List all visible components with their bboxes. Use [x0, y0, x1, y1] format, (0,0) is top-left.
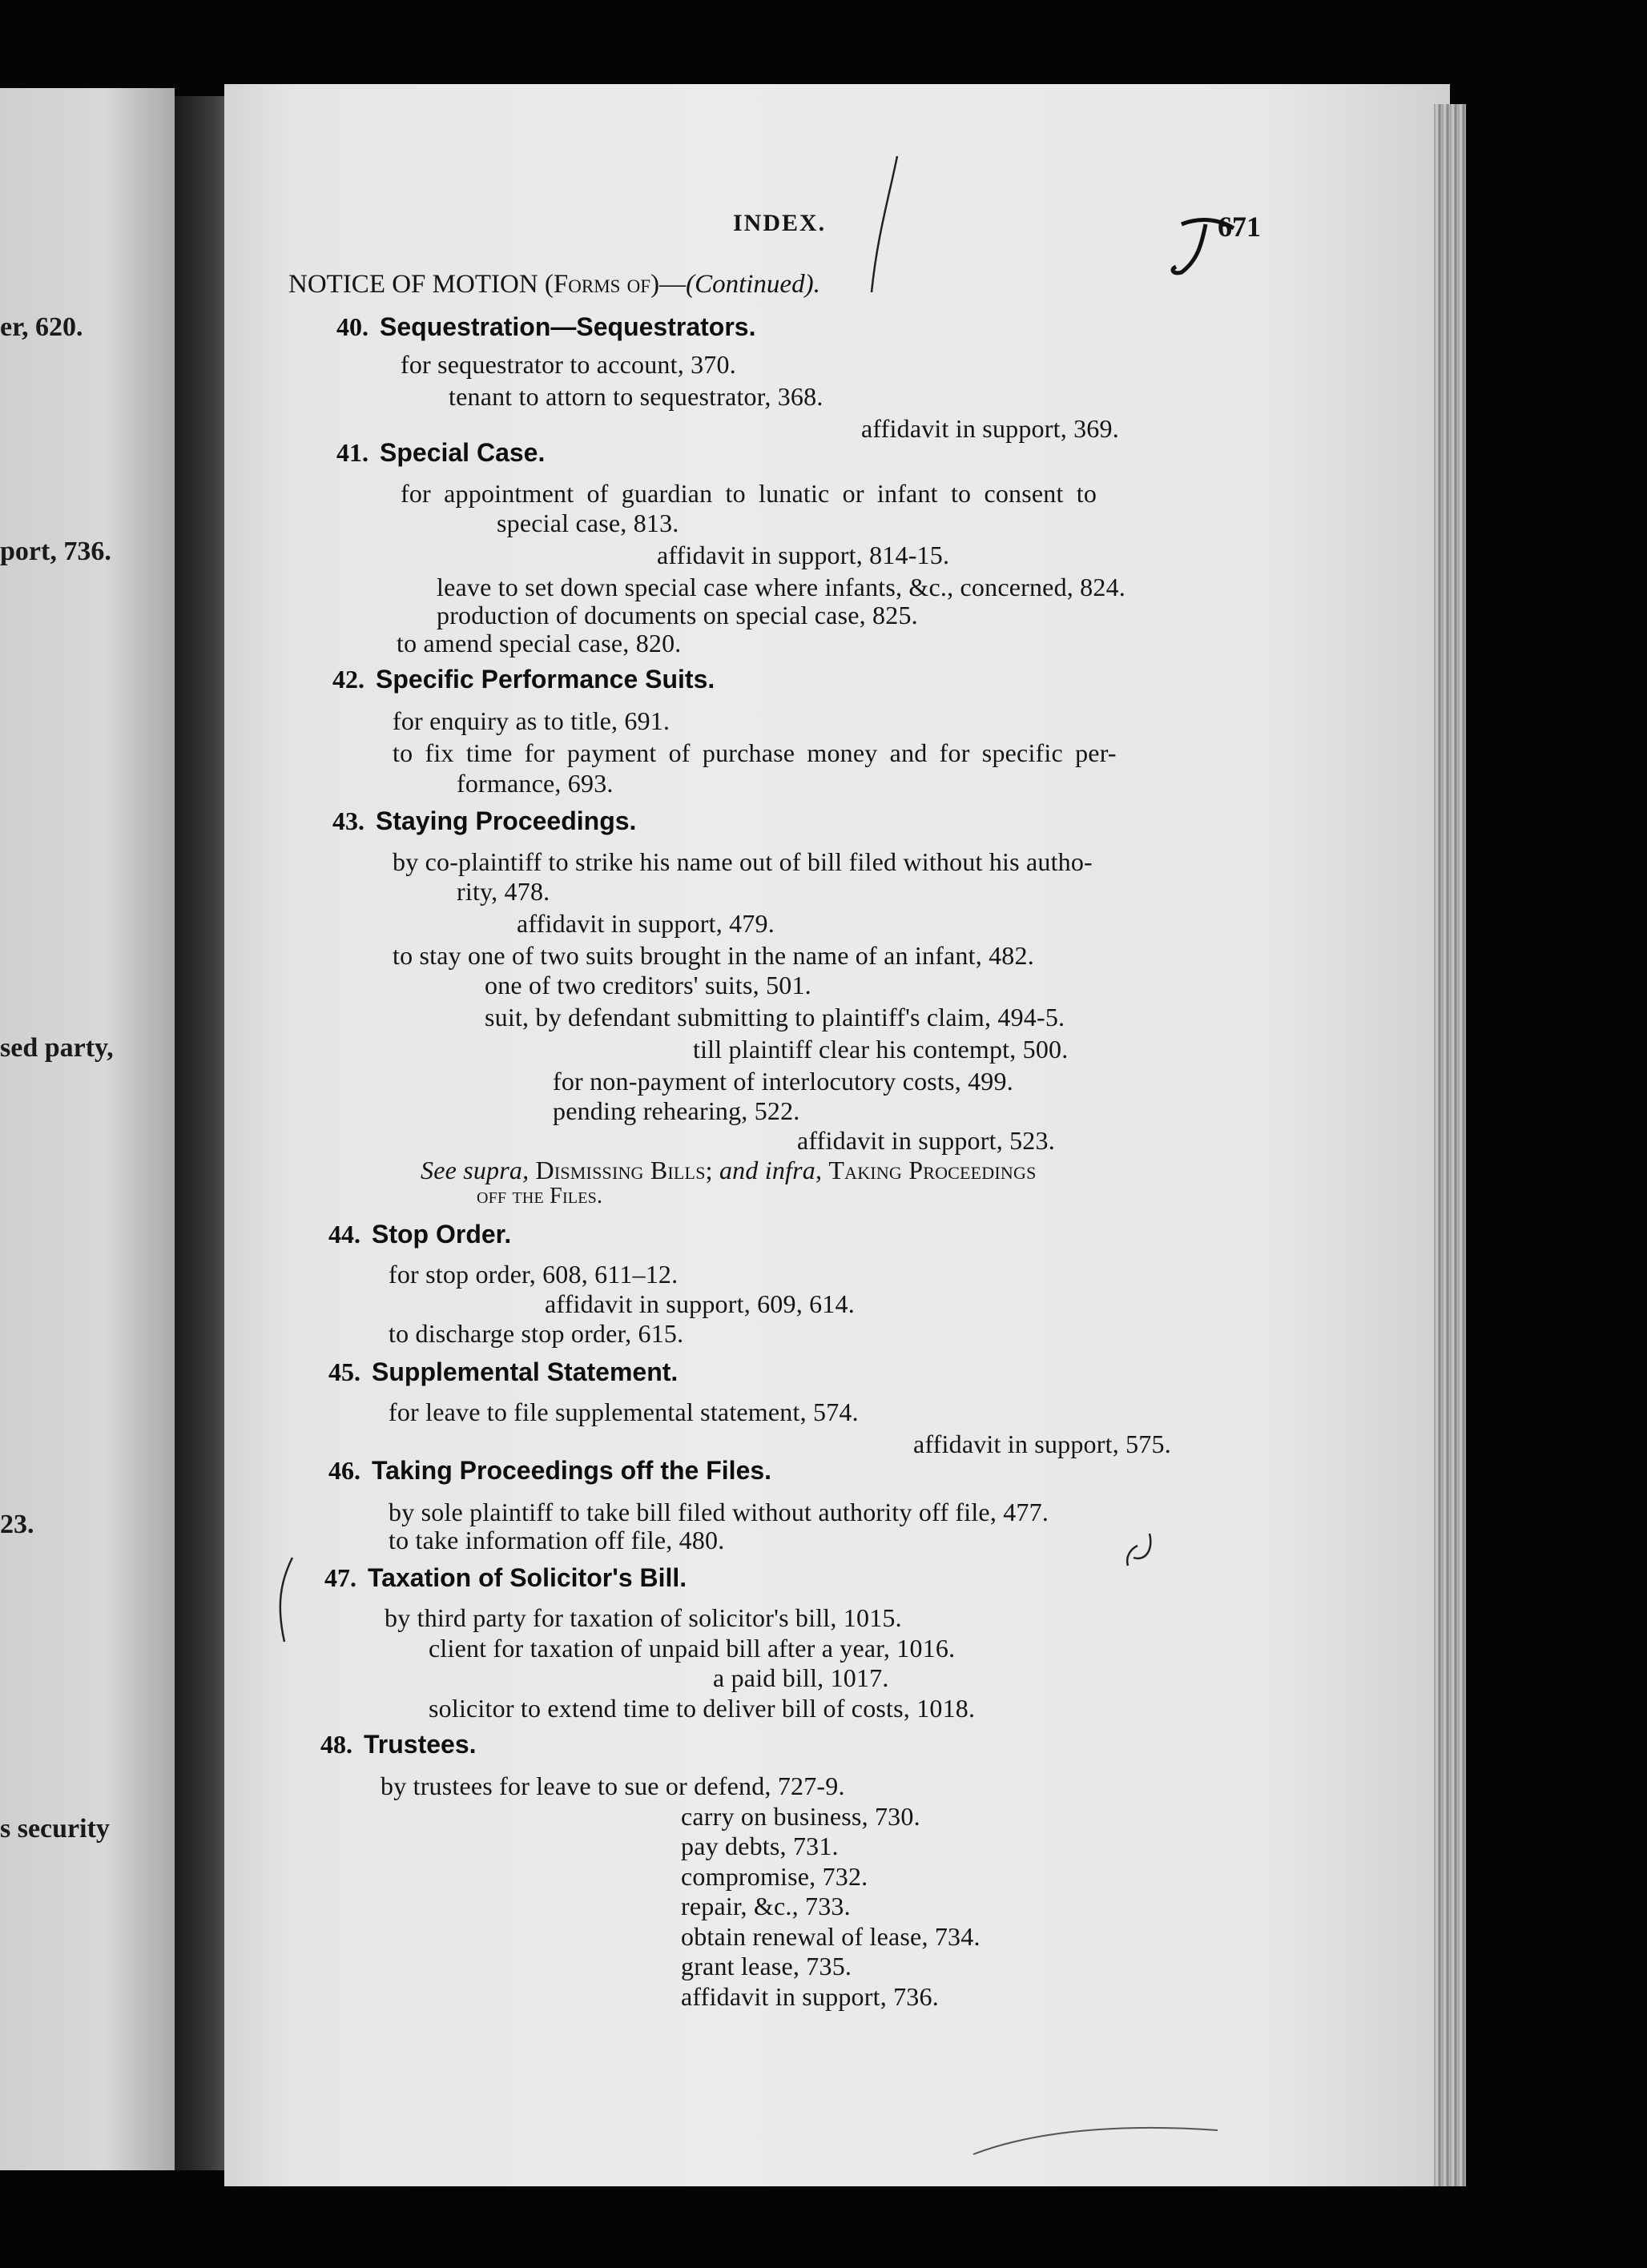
entry-line: for stop order, 608, 611–12. [389, 1260, 679, 1289]
see-supra: See supra, [421, 1156, 530, 1184]
section-title: Taxation of Solicitor's Bill. [368, 1563, 687, 1592]
entry-line: affidavit in support, 575. [913, 1430, 1171, 1458]
and-infra: and infra, [719, 1156, 823, 1184]
entry-line: leave to set down special case where infants, &c., concerned, 824. [437, 573, 1126, 601]
entry-line: one of two creditors' suits, 501. [485, 971, 811, 999]
section-number: 40. [336, 312, 368, 341]
section-number: 43. [332, 806, 364, 835]
ref-dismissing-bills: Dismissing Bills [535, 1156, 706, 1184]
running-head: INDEX. [733, 210, 827, 236]
entry-line: special case, 813. [497, 509, 679, 537]
section-title: Supplemental Statement. [372, 1357, 679, 1386]
entry-line: affidavit in support, 523. [797, 1126, 1055, 1155]
entry-line: for enquiry as to title, 691. [393, 706, 670, 735]
entry-line: a paid bill, 1017. [713, 1663, 889, 1692]
section-title: Trustees. [364, 1730, 477, 1759]
entry-line: to discharge stop order, 615. [389, 1319, 684, 1348]
entry-line: production of documents on special case, 825. [437, 601, 918, 629]
entry-line: carry on business, 730. [681, 1802, 920, 1831]
entry-line: by co-plaintiff to strike his name out of bill filed without his autho- [393, 847, 1093, 876]
entry-line: for non-payment of interlocutory costs, 499. [553, 1067, 1013, 1096]
notice-forms-of: Forms of [553, 270, 651, 299]
index-page [224, 84, 1450, 2186]
section-number: 44. [328, 1220, 360, 1249]
section-title: Specific Performance Suits. [376, 665, 715, 694]
section-number: 45. [328, 1357, 360, 1386]
left-fragment-4: 23. [0, 1510, 34, 1539]
section-title: Stop Order. [372, 1220, 512, 1249]
entry-line: rity, 478. [457, 877, 550, 906]
entry-line: to amend special case, 820. [397, 629, 682, 657]
entry-line: by sole plaintiff to take bill filed without authority off file, 477. [389, 1498, 1049, 1526]
entry-line: by third party for taxation of solicitor's bill, 1015. [385, 1603, 902, 1632]
page-edge [1434, 104, 1466, 2186]
section-number: 42. [332, 665, 364, 694]
entry-line: affidavit in support, 369. [861, 414, 1119, 443]
entry-line: pending rehearing, 522. [553, 1096, 800, 1125]
notice-main: NOTICE OF MOTION ( [288, 270, 554, 299]
entry-line: affidavit in support, 479. [517, 909, 775, 938]
entry-line: grant lease, 735. [681, 1952, 852, 1980]
see-reference: See supra, Dismissing Bills; and infra, Taking Proceedings [421, 1156, 1037, 1184]
entry-line: pay debts, 731. [681, 1832, 839, 1860]
left-fragment-3: sed party, [0, 1033, 114, 1063]
section-title: Sequestration—Sequestrators. [380, 312, 756, 341]
entry-line: compromise, 732. [681, 1862, 868, 1891]
entry-line: to take information off file, 480. [389, 1526, 725, 1554]
notice-close: )— [650, 270, 687, 299]
entry-line: for appointment of guardian to lunatic or infant to consent to [401, 479, 1097, 508]
entry-line: by trustees for leave to sue or defend, 727-9. [381, 1771, 845, 1800]
entry-line: to stay one of two suits brought in the name of an infant, 482. [393, 941, 1034, 970]
entry-line: repair, &c., 733. [681, 1892, 851, 1920]
entry-line: to fix time for payment of purchase money and for specific per- [393, 738, 1117, 767]
see-reference-cont: off the Files. [477, 1184, 603, 1208]
entry-line: suit, by defendant submitting to plaintiff's claim, 494-5. [485, 1003, 1065, 1031]
page-number: 671 [1218, 211, 1261, 243]
section-number: 48. [320, 1730, 352, 1759]
section-number: 46. [328, 1456, 360, 1485]
ref-taking-proceedings: Taking Proceedings [828, 1156, 1037, 1184]
section-title: Staying Proceedings. [376, 806, 637, 835]
entry-line: for leave to file supplemental statement, 574. [389, 1397, 859, 1426]
left-page-fragment [0, 88, 175, 2170]
left-fragment-1: er, 620. [0, 312, 83, 342]
pencil-annotations [224, 84, 1450, 2186]
entry-line: affidavit in support, 736. [681, 1982, 939, 2011]
section-title: Taking Proceedings off the Files. [372, 1456, 772, 1485]
entry-line: obtain renewal of lease, 734. [681, 1922, 981, 1951]
entry-line: client for taxation of unpaid bill after a year, 1016. [429, 1634, 956, 1663]
left-fragment-5: s security [0, 1814, 110, 1844]
entry-line: for sequestrator to account, 370. [401, 350, 736, 379]
entry-line: solicitor to extend time to deliver bill of costs, 1018. [429, 1694, 976, 1723]
entry-line: formance, 693. [457, 769, 614, 798]
entry-line: affidavit in support, 609, 614. [545, 1289, 855, 1318]
section-number: 41. [336, 438, 368, 467]
entry-line: tenant to attorn to sequestrator, 368. [449, 382, 824, 411]
section-number: 47. [324, 1563, 356, 1592]
entry-line: affidavit in support, 814-15. [657, 541, 950, 569]
left-fragment-2: port, 736. [0, 537, 111, 566]
section-title: Special Case. [380, 438, 546, 467]
notice-continued: (Continued). [686, 270, 820, 299]
entry-line: till plaintiff clear his contempt, 500. [693, 1035, 1069, 1064]
